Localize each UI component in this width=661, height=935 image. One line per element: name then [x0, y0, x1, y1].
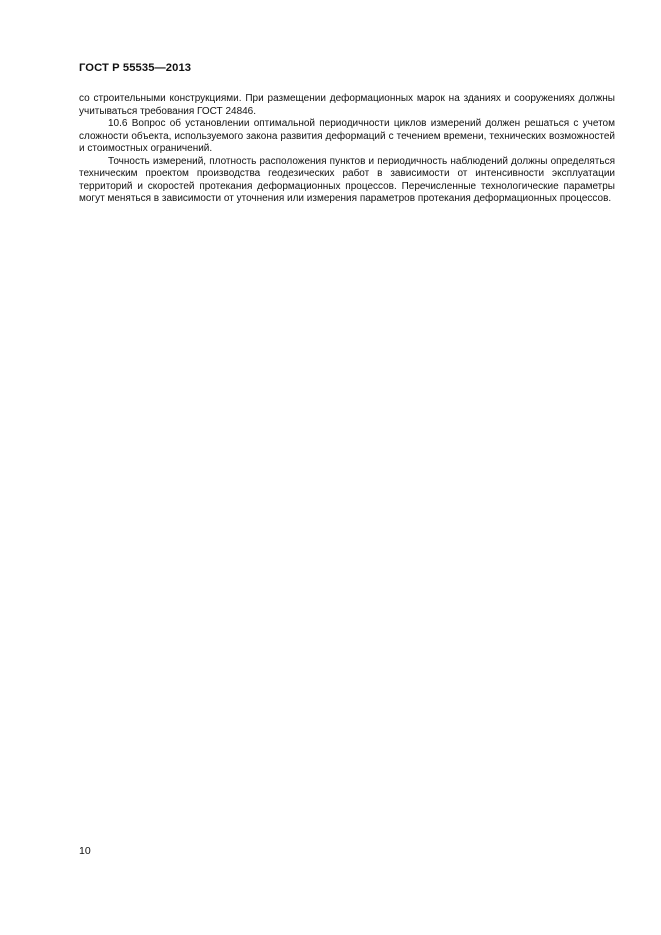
- paragraph-measurement-accuracy: Точность измерений, плотность расположения пунктов и периодичность наблюдений должны определяться техническим проектом производства геодезических работ в зависимости от интенсивности эксплуатации территорий и скоростей протекания деформационных процессов. Перечисленные технологические параметры могут меняться в зависимости от уточнения или измерения параметров протекания деформационных процессов.: [79, 155, 615, 204]
- page-number: 10: [79, 845, 91, 857]
- document-header: ГОСТ Р 55535—2013: [79, 62, 192, 74]
- paragraph-10-6: 10.6 Вопрос об установлении оптимальной периодичности циклов измерений должен решаться с учетом сложности объекта, используемого закона развития деформаций с течением времени, технических возможностей и стоимостных ограничений.: [79, 118, 615, 154]
- document-body: [79, 93, 615, 206]
- paragraph-continuation: со строительными конструкциями. При размещении деформационных марок на зданиях и сооружениях должны учитываться требования ГОСТ 24846.: [79, 93, 615, 117]
